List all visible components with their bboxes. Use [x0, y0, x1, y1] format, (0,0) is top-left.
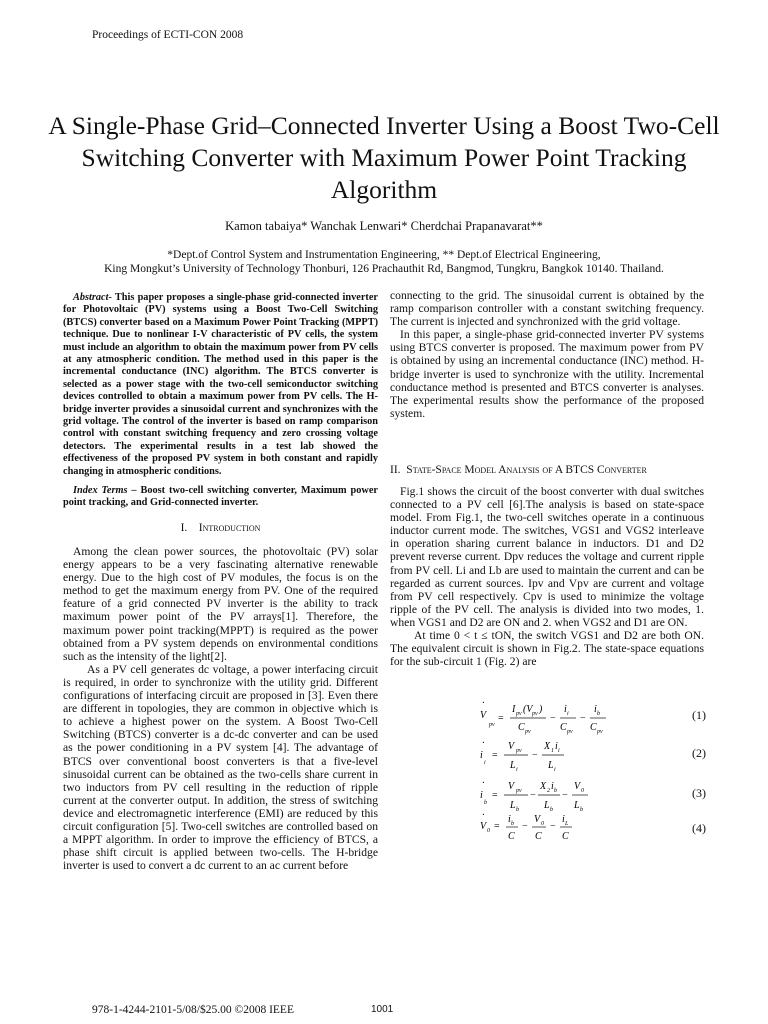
- abstract-label: Abstract-: [73, 292, 112, 303]
- section-heading-introduction: [63, 522, 378, 534]
- equation-1-figure: [480, 698, 710, 742]
- svg-text:pv: pv: [567, 729, 573, 735]
- svg-text:C: C: [562, 831, 569, 842]
- equation-2-figure: [480, 740, 710, 780]
- page-number: 1001: [371, 1004, 394, 1015]
- svg-text:pv: pv: [597, 729, 603, 735]
- svg-text:C: C: [590, 722, 597, 733]
- svg-text:i: i: [558, 748, 560, 754]
- svg-text:pv: pv: [525, 729, 531, 735]
- svg-text:−: −: [550, 821, 556, 832]
- svg-text:V: V: [574, 781, 581, 792]
- svg-text:V: V: [480, 710, 487, 721]
- section-number: I.: [180, 522, 188, 534]
- equation-4-figure: [480, 810, 710, 854]
- affiliations: [40, 248, 728, 276]
- svg-text:): ): [539, 704, 543, 715]
- svg-text:i: i: [555, 741, 558, 752]
- svg-text:L: L: [510, 800, 516, 811]
- svg-text:pv: pv: [532, 711, 538, 717]
- state-space-body: [390, 485, 704, 668]
- index-terms-text: – Boost two-cell switching converter, Maximum power point tracking, and Grid-connected inverter.: [63, 485, 378, 509]
- svg-text:L: L: [548, 760, 554, 771]
- affiliation-line-2: King Mongkut’s University of Technology Thonburi, 126 Prachauthit Rd, Bangmod, Tungkru, Bangkok 10140. Thailand.: [104, 263, 664, 275]
- svg-text:0: 0: [541, 821, 544, 827]
- svg-text:b: b: [484, 800, 487, 806]
- svg-text:−: −: [522, 821, 528, 832]
- svg-text:i: i: [554, 767, 556, 773]
- svg-text:=: =: [492, 790, 498, 801]
- svg-text:b: b: [550, 807, 553, 813]
- equation-number-2: (2): [692, 746, 706, 760]
- index-terms-label: Index Terms: [73, 485, 128, 496]
- svg-text:=: =: [498, 713, 504, 724]
- svg-text:i: i: [480, 750, 483, 761]
- svg-text:C: C: [518, 722, 525, 733]
- equation-number-1: (1): [692, 708, 706, 722]
- fig-paragraph: Fig.1 shows the circuit of the boost converter with dual switches connected to a PV cell [6].The analysis is based on state-space model. From Fig.1, the two-cell switches operate in a continuous inductor current mode. The switches, VGS1 and VGS2 interleave in operation sharing current balance in inductors. D1 and D2 prevent reverse current. Dpv reduces the voltage and current ripple from PV cell. Li and Lb are used to maintain the current and can be regarded as current sources. Ipv and Vpv are current and voltage from PV cell respectively. Cpv is used to minimize the voltage ripple of the PV cell. The analysis is divided into two modes, 1. when VGS1 and D2 are ON and 2. when VGS2 and D1 are ON.: [390, 485, 704, 629]
- paper-title: A Single-Phase Grid–Connected Inverter Using a Boost Two-Cell Switching Converter with Maximum Power Point Tracking Algorithm: [48, 111, 720, 204]
- svg-text:L: L: [510, 760, 516, 771]
- svg-text:=: =: [492, 750, 498, 761]
- svg-text:i: i: [516, 767, 518, 773]
- svg-text:i: i: [594, 704, 597, 715]
- abstract-text: This paper proposes a single-phase grid-connected inverter for Photovoltaic (PV) systems using a Boost Two-Cell Switching (BTCS) converter based on a Maximum Power Point Tracking (MPPT) technique. Due to nonlinear I-V characteristic of PV cells, the system must include an algorithm to obtain the maximum power from PV cells at any atmospheric condition. The method used in this paper is the incremental conductance (INC) algorithm. The BTCS converter is selected as a power stage with the two-cell semiconductor switching devices controlled to obtain a maximum power from PV cells. The H-bridge inverter provides a sinusoidal current and synchronizes with the grid voltage. The control of the inverter is based on ramp comparison control with constant switching frequency and zero crossing voltage detectors. The experimental results in a test lab showed the effectiveness of the proposed PV system in both constant and rapidly changing in atmospheric conditions.: [63, 292, 378, 477]
- intro-paragraph-1: Among the clean power sources, the photovoltaic (PV) solar energy appears to be a very fascinating alternative renewable energy. Due to the high cost of PV modules, the focus is on the method to get the maximum energy from PV. One of the required feature of a grid connected PV inverter is the ability to track maximum power point of the PV arrays[1]. Therefore, the maximum power point tracking(MPPT) is required as the power obtained from a PV system depends on environmental conditions such as the intensity of the light[2].: [63, 545, 378, 663]
- svg-text:V: V: [534, 814, 541, 825]
- equation-4: [480, 810, 710, 844]
- svg-text:pv: pv: [489, 722, 495, 728]
- svg-text:−: −: [580, 713, 586, 724]
- svg-text:·: ·: [482, 810, 485, 821]
- svg-text:−: −: [562, 790, 568, 801]
- svg-text:b: b: [516, 807, 519, 813]
- introduction-body: [63, 545, 378, 872]
- svg-text:0: 0: [487, 828, 490, 834]
- right-paragraph-2: In this paper, a single-phase grid-connected inverter PV systems using BTCS converter is proposed. The maximum power from PV is obtained by using an incremental conductance (INC) method. H-bridge inverter is used to synchronize with the utility. Incremental conductance method is presented and BTCS converter is analyses. The experimental results show the performance of the proposed system.: [390, 328, 704, 420]
- svg-text:i: i: [562, 814, 565, 825]
- svg-text:·: ·: [482, 738, 485, 749]
- svg-text:i: i: [484, 760, 486, 766]
- svg-text:L: L: [565, 821, 569, 827]
- svg-text:b: b: [580, 807, 583, 813]
- svg-text:i: i: [480, 790, 483, 801]
- equation-3: [480, 778, 710, 813]
- svg-text:C: C: [535, 831, 542, 842]
- svg-text:−: −: [532, 750, 538, 761]
- svg-text:−: −: [550, 713, 556, 724]
- svg-text:=: =: [494, 821, 500, 832]
- equation-number-4: (4): [692, 821, 706, 835]
- time-paragraph: At time 0 < t ≤ tON, the switch VGS1 and D2 are both ON. The equivalent circuit is shown in Fig.2. The state-space equations for the sub-circuit 1 (Fig. 2) are: [390, 629, 704, 669]
- abstract: [63, 292, 378, 478]
- svg-text:X: X: [540, 781, 547, 792]
- proceedings-header: Proceedings of ECTI-CON 2008: [92, 29, 244, 41]
- affiliation-line-1: *Dept.of Control System and Instrumentation Engineering, ** Dept.of Electrical Engineering,: [167, 249, 601, 261]
- svg-text:C: C: [560, 722, 567, 733]
- index-terms: [63, 485, 378, 510]
- svg-text:I: I: [512, 704, 516, 715]
- intro-paragraph-2: As a PV cell generates dc voltage, a power interfacing circuit is required, in order to synchronize with the utility grid. Different configurations of interfacing circuit are proposed in [3]. Even there are different in topologies, they are common in objective which is to achieve a highest power on the system. A Boost Two-Cell Switching (BTCS) converter is a dc-dc converter and can be used as the power conditioning in a PV system [4]. The advantage of BTCS over conventional boost converters is that a five-level sinusoidal current can be obtained as the two-cells share current in two inductors from PV cell resulting in the reduction of ripple current at the converter output. In addition, the stress of switching device and electromagnetic interference (EMI) are reduced by this circuit configuration [5]. Two-cell switches are controlled based on a MPPT algorithm. In order to improve the efficiency of BTCS, a phase shift circuit is applied between two-cells. The H-bridge inverter is used to convert a dc current to an ac current before: [63, 662, 378, 873]
- svg-text:i: i: [564, 704, 567, 715]
- svg-text:V: V: [480, 821, 487, 832]
- svg-text:−: −: [530, 790, 536, 801]
- right-column-intro: [390, 289, 704, 420]
- svg-text:V: V: [508, 781, 515, 792]
- svg-text:b: b: [554, 788, 557, 794]
- svg-text:C: C: [508, 831, 515, 842]
- svg-text:1: 1: [551, 748, 554, 754]
- svg-text:(V: (V: [523, 704, 533, 715]
- equation-number-3: (3): [692, 786, 706, 800]
- svg-text:X: X: [544, 741, 551, 752]
- svg-text:pv: pv: [516, 748, 522, 754]
- svg-text:·: ·: [482, 778, 485, 789]
- right-paragraph-1: connecting to the grid. The sinusoidal current is obtained by the ramp comparison controller with a constant switching frequency. The current is injected and synchronized with the grid voltage.: [390, 289, 704, 329]
- svg-text:2: 2: [547, 788, 550, 794]
- svg-text:i: i: [508, 814, 511, 825]
- svg-text:pv: pv: [516, 711, 522, 717]
- svg-text:pv: pv: [516, 788, 522, 794]
- equation-1: [480, 698, 710, 735]
- svg-text:V: V: [508, 741, 515, 752]
- author-list: Kamon tabaiya* Wanchak Lenwari* Cherdchai Prapanavarat**: [225, 219, 543, 233]
- svg-text:·: ·: [482, 698, 485, 709]
- copyright-footer: 978-1-4244-2101-5/08/$25.00 ©2008 IEEE: [92, 1004, 294, 1016]
- section-title: Introduction: [198, 522, 261, 534]
- svg-text:0: 0: [581, 788, 584, 794]
- svg-text:i: i: [567, 711, 569, 717]
- svg-text:b: b: [597, 711, 600, 717]
- svg-text:L: L: [574, 800, 580, 811]
- equation-2: [480, 738, 710, 773]
- svg-text:L: L: [544, 800, 550, 811]
- section-number: II.: [390, 464, 401, 476]
- svg-text:i: i: [551, 781, 554, 792]
- section-title: State-Space Model Analysis of A BTCS Converter: [406, 464, 647, 476]
- section-heading-state-space: [390, 464, 704, 476]
- svg-text:b: b: [511, 821, 514, 827]
